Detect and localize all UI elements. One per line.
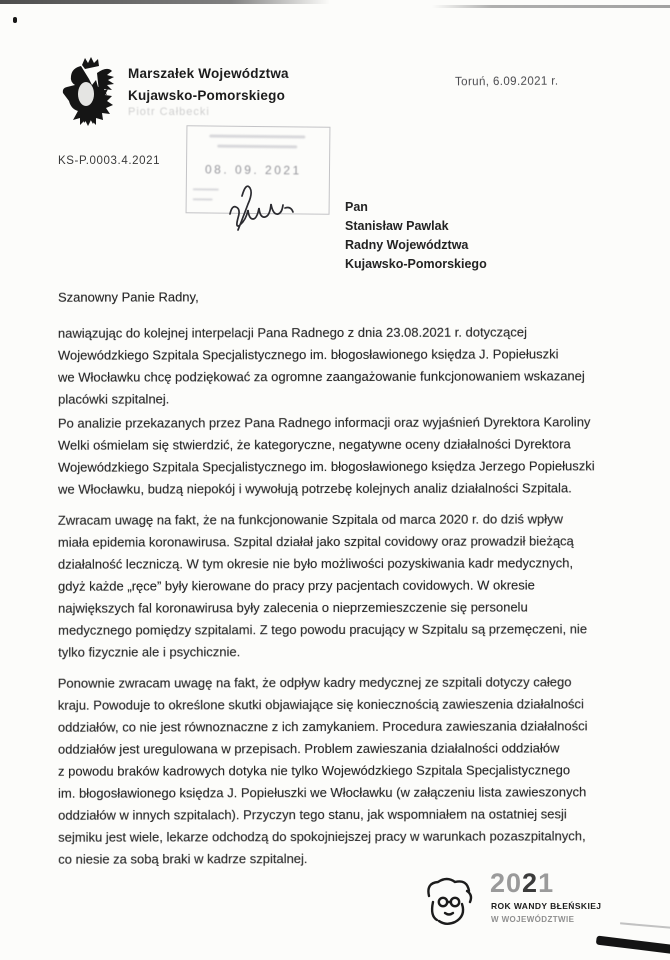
year-part: 1	[538, 868, 555, 898]
text-line: oddziałów w innych szpitalach). Przyczyn tego stanu, jak wspomniałem na ostatniej sesji	[58, 806, 567, 823]
voivodeship-eagle-crest-icon	[60, 56, 118, 128]
scan-streak-artifact	[596, 936, 670, 956]
paragraph-1	[58, 321, 628, 410]
text-line: sejmiku jest wiele, lekarze odchodzą do spokojniejszej pracy w warunkach pozaszpitalnych,	[58, 828, 586, 845]
stamp-illegible-text	[217, 145, 297, 149]
text-line: we Włocławku, budzą niepokój i wywołują potrzebę kolejnych analiz działalności Szpitala.	[58, 480, 572, 497]
campaign-subtitle: W WOJEWÓDZTWIE	[491, 915, 575, 924]
salutation	[58, 285, 628, 308]
scan-streak-artifact	[620, 922, 670, 929]
stamp-illegible-text	[209, 134, 305, 138]
recipient-block	[345, 198, 487, 274]
office-title-line2: Kujawsko-Pomorskiego	[128, 88, 286, 103]
text-line: z powodu braków kadrowych dotyka nie tylko Wojewódzkiego Szpitala Specjalistycznego	[57, 762, 571, 779]
year-part: 2	[522, 868, 539, 898]
campaign-year	[490, 868, 554, 899]
text-line: gdyż każde „ręce” były kierowane do pracy przy pacjentach covidowych. W okresie	[57, 577, 535, 594]
salutation-text: Szanowny Panie Radny,	[57, 289, 199, 305]
handwritten-signature	[212, 180, 307, 240]
campaign-title: ROK WANDY BŁEŃSKIEJ	[491, 901, 602, 911]
text-line: placówki szpitalnej.	[58, 391, 170, 407]
text-line: największych fal koronawirusa były zalecenia o nieprzemieszczenie się personelu	[58, 599, 528, 616]
office-title-line1: Marszałek Województwa	[128, 66, 289, 81]
stamp-date: 08. 09. 2021	[204, 162, 302, 178]
paragraph-4	[58, 671, 629, 870]
text-line: Pan	[345, 200, 368, 214]
paragraph-2	[58, 411, 628, 500]
text-line: Wojewódzkiego Szpitala Specjalistycznego im. błogosławionego księdza Jerzego Popiełuszki	[58, 458, 595, 475]
text-line: działalność leczniczą. W tym okresie nie było możliwości pozyskiwania kadr medycznych,	[57, 555, 574, 572]
letterhead-office-title	[128, 63, 289, 107]
letterhead-official-name: Piotr Całbecki	[128, 106, 210, 118]
stamp-illegible-text	[193, 198, 213, 200]
text-line: Po analizie przekazanych przez Pana Radnego informacji oraz wyjaśnień Dyrektora Karoliny	[57, 414, 591, 431]
text-line: Wojewódzkiego Szpitala Specjalistycznego im. błogosławionego księdza J. Popiełuszki	[57, 346, 559, 363]
text-line: tylko fizycznie ale i psychicznie.	[58, 644, 241, 660]
text-line: oddziałów, co nie jest równoznaczne z ich zamykaniem. Procedura zawieszania działalności	[57, 718, 588, 735]
text-line: oddziałów jest uregulowana w przepisach. Problem zawieszania działalności oddziałów	[57, 740, 560, 757]
text-line: Welki ośmielam się stwierdzić, że kategoryczne, negatywne oceny działalności Dyrektora	[57, 436, 571, 453]
text-line: kraju. Powoduje to określone skutki objawiające się koniecznością zawieszenia działalności	[57, 696, 584, 713]
year-part: 20	[490, 868, 523, 898]
wanda-blenska-portrait-sketch	[420, 874, 480, 946]
text-line: Zwracam uwagę na fakt, że na funkcjonowanie Szpitala od marca 2020 r. do dziś wpływ	[57, 511, 563, 528]
text-line: miała epidemia koronawirusa. Szpital działał jako szpital covidowy oraz prowadził bieżącą	[57, 533, 574, 550]
place-and-date: Toruń, 6.09.2021 r.	[454, 75, 559, 89]
text-line: we Włocławku chcę podziękować za ogromne zaangażowanie funkcjonowaniem wskazanej	[58, 368, 585, 385]
text-line: Kujawsko-Pomorskiego	[345, 257, 487, 271]
scan-edge-artifact	[432, 5, 670, 8]
text-line: Radny Województwa	[345, 238, 469, 252]
text-line: im. błogosławionego księdza J. Popiełuszki we Włocławku (w załączeniu lista zawieszonych	[58, 784, 587, 801]
scan-edge-artifact	[0, 0, 330, 4]
text-line: co niesie za sobą braki w kadrze szpitalnej.	[58, 851, 308, 867]
paragraph-3	[58, 508, 628, 663]
scan-speck-artifact	[13, 17, 17, 23]
text-line: nawiązując do kolejnej interpelacji Pana Radnego z dnia 23.08.2021 r. dotyczącej	[57, 324, 527, 341]
reference-number: KS-P.0003.4.2021	[58, 155, 161, 167]
text-line: Stanisław Pawlak	[345, 219, 449, 233]
text-line: medycznego pomiędzy szpitalami. Z tego powodu pracujący w Szpitalu są przemęczeni, nie	[58, 621, 588, 638]
text-line: Ponownie zwracam uwagę na fakt, że odpływ kadry medycznej ze szpitali dotyczy całego	[57, 674, 572, 691]
